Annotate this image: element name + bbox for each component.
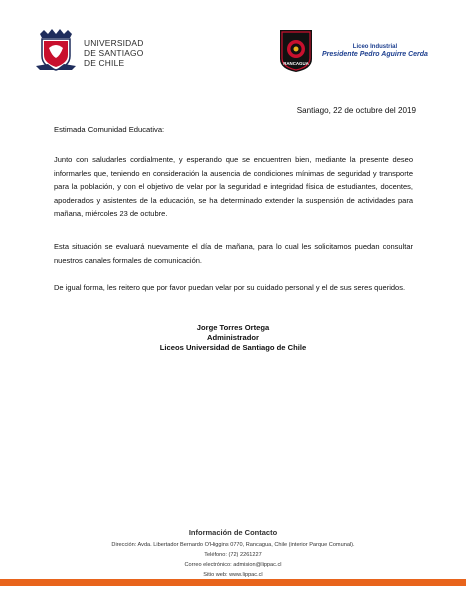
signature-block — [0, 323, 466, 353]
university-name — [84, 38, 143, 68]
liceo-name — [322, 43, 428, 59]
university-line: DE SANTIAGO — [84, 48, 144, 58]
footer-accent-bar — [0, 579, 466, 586]
paragraph-1: Junto con saludarles cordialmente, y esperando que se encuentren bien, mediante la presente deseo informarles que, teniendo en consideración la ausencia de condiciones mínimas de seguridad y transporte para la población, y con el objetivo de velar por la seguridad e integridad física de estudiantes, docentes, apoderados y asistentes de la educación, se ha determinado extender la suspensión de actividades para mañana, miércoles 23 de octubre. — [54, 155, 413, 219]
university-line: UNIVERSIDAD — [84, 38, 144, 48]
signer-role: Administrador — [207, 333, 259, 342]
footer-address: Dirección: Avda. Libertador Bernardo O'Higgins 0770, Rancagua, Chile (interior Parque Comunal). — [111, 542, 355, 548]
footer-title: Información de Contacto — [188, 528, 278, 537]
contact-footer — [0, 528, 466, 580]
paragraph-3: De igual forma, les reitero que por favor puedan velar por su cuidado personal y el de sus seres queridos. — [54, 283, 406, 292]
letter-date: Santiago, 22 de octubre del 2019 — [296, 106, 416, 115]
liceo-line-1: Liceo Industrial — [352, 44, 398, 50]
badge-label: RANCAGUA — [283, 61, 309, 66]
footer-email: Correo electrónico: admision@lippac.cl — [184, 562, 282, 568]
usach-crest-icon — [36, 26, 76, 72]
liceo-line-2: Presidente Pedro Aguirre Cerda — [322, 51, 428, 58]
footer-phone: Teléfono: (72) 2261227 — [204, 552, 262, 558]
salutation: Estimada Comunidad Educativa: — [54, 125, 165, 134]
signer-org: Liceos Universidad de Santiago de Chile — [159, 343, 307, 352]
footer-website: Sitio web: www.lippac.cl — [203, 572, 263, 578]
paragraph-2: Esta situación se evaluará nuevamente el día de mañana, para lo cual les solicitamos puedan consultar nuestros canales formales de comunicación. — [54, 242, 413, 265]
university-line: DE CHILE — [84, 58, 125, 68]
signer-name: Jorge Torres Ortega — [196, 323, 270, 332]
liceo-badge-icon — [279, 29, 313, 73]
